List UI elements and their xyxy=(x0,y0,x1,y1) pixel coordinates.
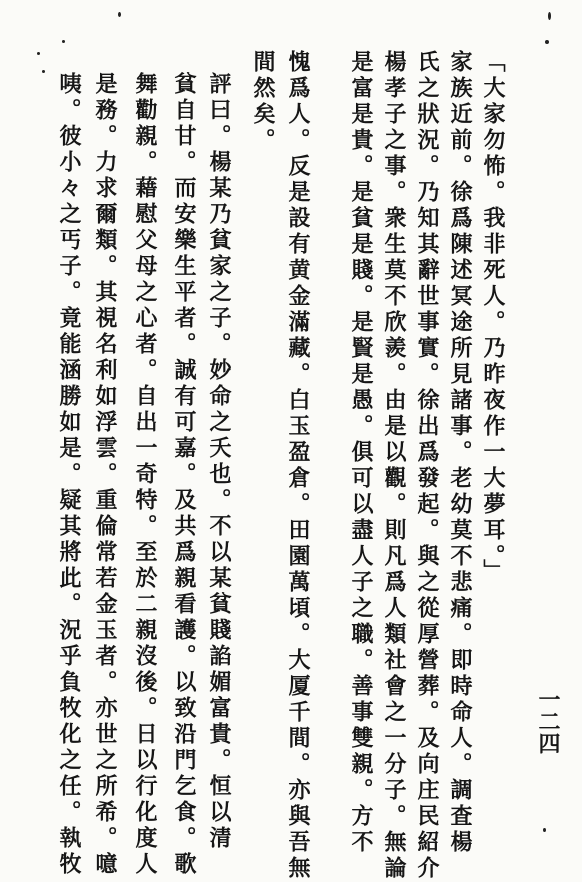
ink-speck xyxy=(548,12,551,20)
commentary-column: 舞勸親。藉慰父母之心者。自出一奇特。至於二親沒後。日以行化度人 xyxy=(132,72,158,878)
text-column: 氏之狀況。乃知其辭世事實。徐出爲發起。與之從厚營葬。及向庄民紹介 xyxy=(414,50,440,882)
commentary-column: 貧自甘。而安樂生平者。誠有可嘉。及共爲親看護。以致沿門乞食。歌 xyxy=(171,72,197,878)
text-column: 家族近前。徐爲陳述冥途所見諸事。老幼莫不悲痛。即時命人。調査楊 xyxy=(447,50,473,856)
ink-speck xyxy=(118,12,121,17)
ink-speck xyxy=(42,70,45,73)
text-column: 是富是貴。是貧是賤。是賢是愚。俱可以盡人子之職。善事雙親。方不 xyxy=(348,50,374,856)
text-column: 楊孝子之事。衆生莫不欣羨。由是以觀。則凡爲人類社會之一分子。無論 xyxy=(381,50,407,882)
ink-speck xyxy=(37,52,40,55)
text-column: 「大家勿怖。我非死人。乃昨夜作一大夢耳。」 xyxy=(480,50,506,585)
text-column: 間然矣。 xyxy=(250,50,276,154)
commentary-column: 是務。力求爾類。其視名利如浮雲。重倫常若金玉者。亦世之所希。噫 xyxy=(92,72,118,878)
ink-speck xyxy=(543,828,546,832)
page-number: 一二四 xyxy=(535,688,561,754)
ink-speck xyxy=(62,40,65,43)
text-column: 愧爲人。反是設有黄金滿藏。白玉盈倉。田園萬頃。大厦千間。亦與吾無 xyxy=(285,50,311,882)
commentary-column: 咦。彼小々之丐子。竟能涵勝如是。疑其將此。況乎負牧化之任。執牧 xyxy=(56,72,82,878)
commentary-column: 評曰。楊某乃貧家之子。妙命之夭也。不以某貧賤諂媚富貴。恒以清 xyxy=(206,72,232,852)
ink-speck xyxy=(545,40,549,44)
